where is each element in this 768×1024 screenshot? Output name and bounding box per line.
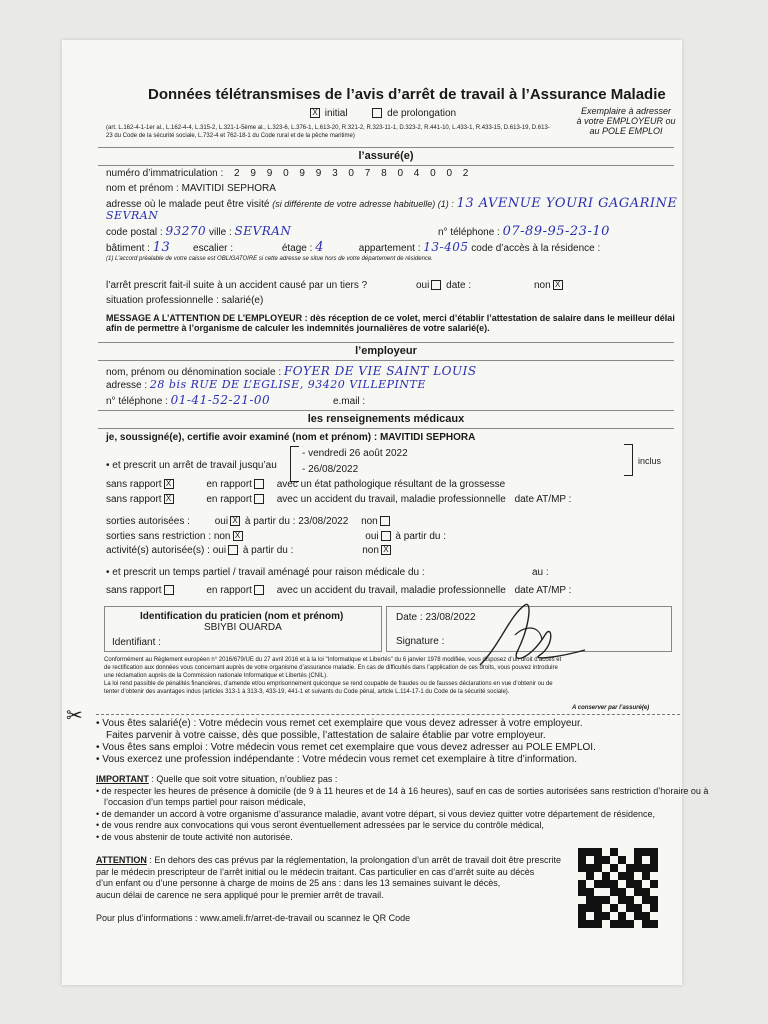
visit-address-row: adresse où le malade peut être visité (si différente de votre adresse habituelle) (1) : 13 AVENUE YOURI GAGARINE [106,196,678,211]
tiers-answers: oui date : non X [416,280,565,291]
city-value: SEVRAN [234,224,292,238]
assure-name: MAVITIDI SEPHORA [181,183,276,194]
postal-row: code postal : 93270 ville : SEVRAN [106,224,292,238]
inclus-label: inclus [638,456,662,466]
temps-partiel-accident-row: sans rapport en rapport avec un accident du travail, maladie professionnelle date AT/MP : [106,585,572,596]
initial-checkbox: X [310,108,320,118]
praticien-name: SBIYBI OUARDA [204,622,282,633]
date-bracket-right [624,444,633,476]
phone-row: n° téléphone : 07-89-95-23-10 [438,224,610,239]
accident-row: sans rapport X en rapport avec un accident du travail, maladie professionnelle date AT/MP : [106,494,572,505]
form-title: Données télétransmises de l’avis d’arrêt de travail à l’Assurance Maladie [148,86,666,103]
employer-address-row: adresse : 28 bis RUE DE L’EGLISE, 93420 VILLEPINTE [106,378,426,391]
grossesse-row: sans rapport X en rapport avec un état pathologique résultant de la grossesse [106,479,506,490]
assure-name-row: nom et prénom : MAVITIDI SEPHORA [106,183,276,194]
temps-partiel-au: au : [532,567,549,578]
section-assure-header: l’assuré(e) [98,147,674,166]
keep-note: A conserver par l’assuré(e) [572,705,650,711]
form-sheet [62,40,682,985]
scissors-icon: ✂ [66,705,83,727]
activite-row: activité(s) autorisée(s) : oui à partir du : non X [106,545,393,556]
copy-note: Exemplaire à adresser à votre EMPLOYEUR ou au POLE EMPLOI [576,106,676,136]
visit-city: SEVRAN [106,209,159,222]
situation-row: situation professionnelle : salarié(e) [106,295,264,306]
sorties-sans-restriction-row: sorties sans restriction : non X oui à partir du : [106,531,447,542]
building-row: bâtiment : 13 escalier : étage : 4 appartement : 13-405 code d’accès à la résidence : [106,240,601,255]
prescription-date: Date : 23/08/2022 [396,612,476,623]
legal-notice: Conformément au Règlement européen n° 2016/679/UE du 27 avril 2016 et à la loi "Informatique et Libertés" du 6 janvier 1978 modifiée, vous disposez d’un droit d’accès et de rectification aux données vous concernant auprès de votre organisme d’assurance maladie. En cas de difficultés dans l’application de ces droits, vous pouvez introduire une réclamation auprès de la Commission nationale Informatique et Libertés (CNIL). La loi rend passible de pénalités financières, d’amende et/ou emprisonnement quiconque se rend coupable de fraudes ou de fausses déclarations en vue d’obtenir ou de tenter d’obtenir des avantages indus (articles 313-1 à 313-3, 433-19, 441-1 et suivants du Code pénal, article L.114-17-1 du Code de la sécurité sociale). [104,657,562,695]
prolongation-label: de prolongation [387,108,457,119]
date-bracket-left [290,446,299,482]
postal-value: 93270 [165,224,207,238]
certify-row: je, soussigné(e), certifie avoir examiné (nom et prénom) : MAVITIDI SEPHORA [106,432,476,443]
arret-date-long: - vendredi 26 août 2022 [302,448,408,459]
more-info: Pour plus d’informations : www.ameli.fr/arret-de-travail ou scannez le QR Code [96,913,411,923]
section-medical-header: les renseignements médicaux [98,410,674,429]
employer-message: MESSAGE A L’ATTENTION DE L’EMPLOYEUR : dès réception de ce volet, merci d’établir l’attestation de salaire dans le meilleur délai afin de permettre à l’organisme de calculer les indemnités journalières de votre salarié(e). [106,313,675,333]
address-footnote: (1) L’accord préalable de votre caisse est OBLIGATOIRE si cette adresse se situe hors de votre département de résidence. [106,256,433,262]
employer-address: 28 bis RUE DE L’EGLISE, 93420 VILLEPINTE [149,378,426,391]
immat-row: numéro d’immatriculation : 2 9 9 0 9 9 3 0 7 8 0 4 0 0 2 [106,168,473,179]
sorties-autorisees-row: sorties autorisées : oui X à partir du : 23/08/2022 non [106,516,392,527]
identifiant-label: Identifiant : [112,637,161,648]
temps-partiel-row: • et prescrit un temps partiel / travail aménagé pour raison médicale du : [106,567,425,578]
legal-references: (art. L.162-4-1-1er al., L.162-4-4, L.315-2, L.321-1-5ème al., L.323-6, L.376-1, L.613-20, R.321-2, R.323-11-1, D.323-2, R.441-10, L.433-1, R.433-15, D.613-19, D.613-23 du Code de la sécurité sociale, L.732-4 et 762-18-1 du Code rural et de la pêche maritime) [106,125,550,139]
employer-name-row: nom, prénom ou dénomination sociale : FOYER DE VIE SAINT LOUIS [106,364,477,378]
section-employeur-header: l’employeur [98,342,674,361]
praticien-title: Identification du praticien (nom et prénom) [140,611,344,622]
initial-label: initial [324,108,348,119]
arret-date-short: - 26/08/2022 [302,464,359,475]
cut-line [96,714,680,715]
instructions: • Vous êtes salarié(e) : Votre médecin vous remet cet exemplaire que vous devez adresser à votre employeur. Faites parvenir à votre caisse, dès que possible, l’attestation de salaire établie par votre employeur. • Vous êtes sans emploi : Votre médecin vous remet cet exemplaire que vous devez adresser au POLE EMPLOI. • Vous exercez une profession indépendante : Votre médecin vous remet cet exemplaire à titre d’information. [96,718,596,766]
prolongation-checkbox [372,108,382,118]
employer-phone: 01-41-52-21-00 [170,393,271,407]
phone-value: 07-89-95-23-10 [502,224,610,239]
attention-block: ATTENTION : En dehors des cas prévus par la réglementation, la prolongation d’un arrêt de travail doit être prescrite par le médecin prescripteur de l’arrêt initial ou le médecin traitant. Cas particulier en cas d’arrêt suite au décès d’un enfant ou d’une personne à charge de moins de 25 ans : dans les 13 semaines suivant le décès, aucun délai de carence ne sera appliqué pour le premier arrêt de travail. [96,855,562,900]
tiers-question-row: l’arrêt prescrit fait-il suite à un accident causé par un tiers ? [106,280,368,291]
arret-until-row: • et prescrit un arrêt de travail jusqu’au [106,460,277,471]
employer-name: FOYER DE VIE SAINT LOUIS [283,364,477,378]
signature-label: Signature : [396,636,445,647]
visit-address: 13 AVENUE YOURI GAGARINE [456,196,678,211]
form-type-initial [308,108,456,119]
qr-code[interactable] [578,848,658,928]
important-block: IMPORTANT : Quelle que soit votre situation, n’oubliez pas : • de respecter les heures de présence à domicile (de 9 à 11 heures et de 14 à 16 heures), sauf en cas de sorties autorisées sans restriction d’horaire ou à l’occasion d’un temps partiel pour raison médicale, • de demander un accord à votre organisme d’assurance maladie, avant votre départ, si vous deviez quitter votre département de résidence, • de vous rendre aux convocations qui vous seront éventuellement adressées par le service du contrôle médical, • de vous abstenir de toute activité non autorisée. [96,774,708,843]
immat-value: 2 9 9 0 9 9 3 0 7 8 0 4 0 0 2 [234,168,473,179]
employer-phone-row: n° téléphone : 01-41-52-21-00 e.mail : [106,393,366,407]
